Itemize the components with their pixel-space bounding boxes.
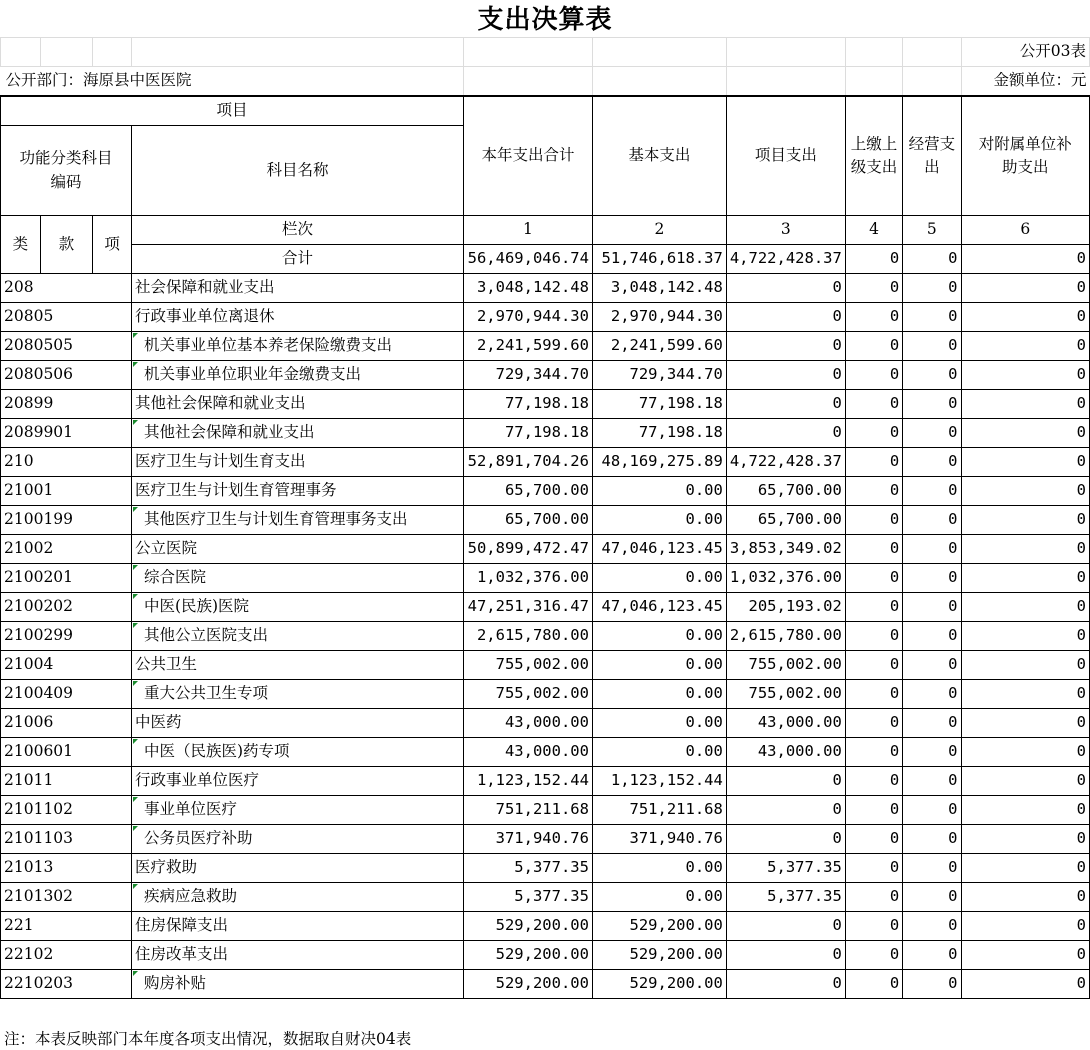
header-upper: 上缴上级支出 — [845, 96, 902, 216]
row-name: 其他公立医院支出 — [131, 622, 463, 651]
table-row — [1, 361, 1090, 390]
row-code: 21006 — [1, 709, 132, 738]
row-basic: 48,169,275.89 — [592, 448, 726, 477]
row-code: 2100199 — [1, 506, 132, 535]
row-subsidy: 0 — [961, 796, 1090, 825]
row-total: 47,251,316.47 — [463, 593, 592, 622]
row-business: 0 — [903, 854, 961, 883]
row-basic: 2,241,599.60 — [592, 332, 726, 361]
header-project-exp: 项目支出 — [726, 96, 845, 216]
row-name: 医疗救助 — [131, 854, 463, 883]
row-upper: 0 — [845, 274, 902, 303]
amount-unit: 金额单位：元 — [961, 67, 1090, 96]
row-upper: 0 — [845, 361, 902, 390]
row-upper: 0 — [845, 564, 902, 593]
row-total: 43,000.00 — [463, 709, 592, 738]
table-row — [1, 825, 1090, 854]
table-row — [1, 883, 1090, 912]
row-code: 2101103 — [1, 825, 132, 854]
table-row — [1, 274, 1090, 303]
row-project: 65,700.00 — [726, 506, 845, 535]
row-upper: 0 — [845, 448, 902, 477]
col-num-4: 4 — [845, 216, 902, 245]
row-subsidy: 0 — [961, 448, 1090, 477]
table-row — [1, 390, 1090, 419]
header-subject-name: 科目名称 — [131, 126, 463, 216]
row-subsidy: 0 — [961, 564, 1090, 593]
table-row — [1, 564, 1090, 593]
row-name: 公务员医疗补助 — [131, 825, 463, 854]
row-code: 20805 — [1, 303, 132, 332]
header-lei: 类 — [1, 216, 41, 274]
total-sum: 56,469,046.74 — [463, 245, 592, 274]
row-basic: 0.00 — [592, 883, 726, 912]
row-business: 0 — [903, 738, 961, 767]
row-project: 0 — [726, 825, 845, 854]
table-row — [1, 651, 1090, 680]
row-subsidy: 0 — [961, 709, 1090, 738]
expenditure-table — [0, 37, 1090, 999]
row-upper: 0 — [845, 419, 902, 448]
row-subsidy: 0 — [961, 854, 1090, 883]
row-name: 其他医疗卫生与计划生育管理事务支出 — [131, 506, 463, 535]
row-project: 5,377.35 — [726, 883, 845, 912]
header-business: 经营支出 — [903, 96, 961, 216]
table-row — [1, 738, 1090, 767]
row-subsidy: 0 — [961, 970, 1090, 999]
total-subsidy: 0 — [961, 245, 1090, 274]
row-business: 0 — [903, 970, 961, 999]
row-basic: 0.00 — [592, 709, 726, 738]
row-subsidy: 0 — [961, 738, 1090, 767]
row-upper: 0 — [845, 680, 902, 709]
row-business: 0 — [903, 941, 961, 970]
row-project: 205,193.02 — [726, 593, 845, 622]
row-business: 0 — [903, 825, 961, 854]
row-project: 4,722,428.37 — [726, 448, 845, 477]
row-code: 21004 — [1, 651, 132, 680]
row-code: 21001 — [1, 477, 132, 506]
row-basic: 751,211.68 — [592, 796, 726, 825]
header-basic: 基本支出 — [592, 96, 726, 216]
row-upper: 0 — [845, 651, 902, 680]
total-label: 合计 — [131, 245, 463, 274]
table-row — [1, 477, 1090, 506]
row-basic: 77,198.18 — [592, 419, 726, 448]
row-basic: 77,198.18 — [592, 390, 726, 419]
row-business: 0 — [903, 796, 961, 825]
row-basic: 371,940.76 — [592, 825, 726, 854]
row-name: 中医（民族医)药专项 — [131, 738, 463, 767]
row-basic: 529,200.00 — [592, 941, 726, 970]
row-project: 0 — [726, 303, 845, 332]
row-project: 2,615,780.00 — [726, 622, 845, 651]
row-subsidy: 0 — [961, 883, 1090, 912]
row-total: 2,241,599.60 — [463, 332, 592, 361]
row-total: 529,200.00 — [463, 941, 592, 970]
row-name: 其他社会保障和就业支出 — [131, 390, 463, 419]
total-basic: 51,746,618.37 — [592, 245, 726, 274]
row-code: 2101302 — [1, 883, 132, 912]
row-name: 住房保障支出 — [131, 912, 463, 941]
row-name: 行政事业单位离退休 — [131, 303, 463, 332]
row-business: 0 — [903, 274, 961, 303]
row-business: 0 — [903, 303, 961, 332]
row-code: 221 — [1, 912, 132, 941]
row-subsidy: 0 — [961, 941, 1090, 970]
row-subsidy: 0 — [961, 419, 1090, 448]
row-name: 中医药 — [131, 709, 463, 738]
table-row — [1, 970, 1090, 999]
row-basic: 529,200.00 — [592, 970, 726, 999]
row-project: 0 — [726, 361, 845, 390]
row-code: 2100202 — [1, 593, 132, 622]
row-business: 0 — [903, 506, 961, 535]
row-name: 购房补贴 — [131, 970, 463, 999]
table-row — [1, 709, 1090, 738]
row-total: 3,048,142.48 — [463, 274, 592, 303]
row-business: 0 — [903, 593, 961, 622]
row-upper: 0 — [845, 738, 902, 767]
row-upper: 0 — [845, 941, 902, 970]
row-business: 0 — [903, 332, 961, 361]
row-basic: 0.00 — [592, 651, 726, 680]
row-basic: 729,344.70 — [592, 361, 726, 390]
col-num-2: 2 — [592, 216, 726, 245]
row-business: 0 — [903, 709, 961, 738]
row-code: 2100601 — [1, 738, 132, 767]
table-row — [1, 332, 1090, 361]
total-business: 0 — [903, 245, 961, 274]
row-basic: 0.00 — [592, 564, 726, 593]
header-project: 项目 — [1, 96, 464, 126]
row-subsidy: 0 — [961, 303, 1090, 332]
row-total: 5,377.35 — [463, 883, 592, 912]
row-project: 43,000.00 — [726, 709, 845, 738]
row-basic: 0.00 — [592, 738, 726, 767]
row-upper: 0 — [845, 796, 902, 825]
table-row — [1, 506, 1090, 535]
row-code: 2101102 — [1, 796, 132, 825]
row-business: 0 — [903, 477, 961, 506]
row-business: 0 — [903, 912, 961, 941]
row-code: 2100409 — [1, 680, 132, 709]
row-project: 5,377.35 — [726, 854, 845, 883]
row-project: 43,000.00 — [726, 738, 845, 767]
column-number-row — [1, 216, 1090, 245]
row-upper: 0 — [845, 709, 902, 738]
row-project: 0 — [726, 419, 845, 448]
row-project: 755,002.00 — [726, 680, 845, 709]
row-upper: 0 — [845, 970, 902, 999]
row-total: 77,198.18 — [463, 419, 592, 448]
col-num-3: 3 — [726, 216, 845, 245]
row-business: 0 — [903, 622, 961, 651]
row-total: 2,970,944.30 — [463, 303, 592, 332]
row-code: 2100201 — [1, 564, 132, 593]
row-upper: 0 — [845, 535, 902, 564]
row-upper: 0 — [845, 825, 902, 854]
row-subsidy: 0 — [961, 361, 1090, 390]
row-upper: 0 — [845, 912, 902, 941]
row-total: 2,615,780.00 — [463, 622, 592, 651]
row-project: 0 — [726, 970, 845, 999]
row-project: 755,002.00 — [726, 651, 845, 680]
row-upper: 0 — [845, 854, 902, 883]
row-upper: 0 — [845, 506, 902, 535]
row-total: 529,200.00 — [463, 970, 592, 999]
row-name: 综合医院 — [131, 564, 463, 593]
total-upper: 0 — [845, 245, 902, 274]
row-basic: 0.00 — [592, 680, 726, 709]
row-subsidy: 0 — [961, 767, 1090, 796]
row-upper: 0 — [845, 332, 902, 361]
row-name: 社会保障和就业支出 — [131, 274, 463, 303]
form-number-row — [1, 38, 1090, 67]
row-code: 21011 — [1, 767, 132, 796]
row-project: 0 — [726, 796, 845, 825]
row-upper: 0 — [845, 593, 902, 622]
header-subsidy: 对附属单位补助支出 — [961, 96, 1090, 216]
row-code: 22102 — [1, 941, 132, 970]
row-subsidy: 0 — [961, 274, 1090, 303]
row-subsidy: 0 — [961, 477, 1090, 506]
row-name: 医疗卫生与计划生育支出 — [131, 448, 463, 477]
header-xiang: 项 — [93, 216, 132, 274]
row-upper: 0 — [845, 390, 902, 419]
row-code: 2089901 — [1, 419, 132, 448]
row-business: 0 — [903, 680, 961, 709]
row-name: 机关事业单位职业年金缴费支出 — [131, 361, 463, 390]
row-basic: 47,046,123.45 — [592, 593, 726, 622]
row-business: 0 — [903, 448, 961, 477]
table-row — [1, 622, 1090, 651]
sheet-title: 支出决算表 — [477, 5, 613, 35]
table-row — [1, 854, 1090, 883]
row-upper: 0 — [845, 767, 902, 796]
row-business: 0 — [903, 651, 961, 680]
department-label: 公开部门：海原县中医医院 — [1, 67, 464, 96]
row-total: 371,940.76 — [463, 825, 592, 854]
row-subsidy: 0 — [961, 680, 1090, 709]
table-row — [1, 593, 1090, 622]
row-basic: 529,200.00 — [592, 912, 726, 941]
row-name: 事业单位医疗 — [131, 796, 463, 825]
row-total: 755,002.00 — [463, 651, 592, 680]
form-number: 公开03表 — [961, 38, 1090, 67]
row-business: 0 — [903, 535, 961, 564]
department-row — [1, 67, 1090, 96]
row-project: 65,700.00 — [726, 477, 845, 506]
row-total: 50,899,472.47 — [463, 535, 592, 564]
row-name: 公共卫生 — [131, 651, 463, 680]
table-row — [1, 448, 1090, 477]
row-code: 210 — [1, 448, 132, 477]
row-name: 住房改革支出 — [131, 941, 463, 970]
row-basic: 0.00 — [592, 477, 726, 506]
row-total: 751,211.68 — [463, 796, 592, 825]
row-code: 2210203 — [1, 970, 132, 999]
row-subsidy: 0 — [961, 622, 1090, 651]
row-name: 行政事业单位医疗 — [131, 767, 463, 796]
row-subsidy: 0 — [961, 593, 1090, 622]
table-row — [1, 303, 1090, 332]
table-row — [1, 796, 1090, 825]
row-name: 中医(民族)医院 — [131, 593, 463, 622]
col-num-1: 1 — [463, 216, 592, 245]
row-basic: 0.00 — [592, 622, 726, 651]
total-row — [1, 245, 1090, 274]
row-upper: 0 — [845, 883, 902, 912]
row-name: 疾病应急救助 — [131, 883, 463, 912]
table-row — [1, 767, 1090, 796]
row-basic: 3,048,142.48 — [592, 274, 726, 303]
row-project: 1,032,376.00 — [726, 564, 845, 593]
row-code: 2080505 — [1, 332, 132, 361]
table-row — [1, 535, 1090, 564]
row-code: 2100299 — [1, 622, 132, 651]
row-project: 0 — [726, 941, 845, 970]
row-basic: 0.00 — [592, 854, 726, 883]
row-subsidy: 0 — [961, 825, 1090, 854]
row-total: 65,700.00 — [463, 506, 592, 535]
row-basic: 1,123,152.44 — [592, 767, 726, 796]
row-subsidy: 0 — [961, 332, 1090, 361]
row-project: 0 — [726, 767, 845, 796]
row-subsidy: 0 — [961, 390, 1090, 419]
row-project: 0 — [726, 332, 845, 361]
row-code: 20899 — [1, 390, 132, 419]
row-subsidy: 0 — [961, 535, 1090, 564]
row-subsidy: 0 — [961, 506, 1090, 535]
row-name: 医疗卫生与计划生育管理事务 — [131, 477, 463, 506]
row-upper: 0 — [845, 303, 902, 332]
row-upper: 0 — [845, 477, 902, 506]
row-code: 21013 — [1, 854, 132, 883]
row-code: 208 — [1, 274, 132, 303]
row-business: 0 — [903, 564, 961, 593]
row-subsidy: 0 — [961, 651, 1090, 680]
row-project: 0 — [726, 274, 845, 303]
row-project: 0 — [726, 390, 845, 419]
row-business: 0 — [903, 883, 961, 912]
table-row — [1, 912, 1090, 941]
row-project: 3,853,349.02 — [726, 535, 845, 564]
row-total: 729,344.70 — [463, 361, 592, 390]
header-func-code: 功能分类科目编码 — [1, 126, 132, 216]
row-project: 0 — [726, 912, 845, 941]
table-row — [1, 419, 1090, 448]
row-total: 529,200.00 — [463, 912, 592, 941]
row-total: 1,123,152.44 — [463, 767, 592, 796]
row-code: 21002 — [1, 535, 132, 564]
row-basic: 0.00 — [592, 506, 726, 535]
total-project: 4,722,428.37 — [726, 245, 845, 274]
row-total: 755,002.00 — [463, 680, 592, 709]
row-business: 0 — [903, 390, 961, 419]
row-name: 重大公共卫生专项 — [131, 680, 463, 709]
row-business: 0 — [903, 419, 961, 448]
row-total: 43,000.00 — [463, 738, 592, 767]
row-business: 0 — [903, 767, 961, 796]
row-total: 77,198.18 — [463, 390, 592, 419]
row-code: 2080506 — [1, 361, 132, 390]
footnote: 注：本表反映部门本年度各项支出情况，数据取自财决04表 — [4, 1030, 412, 1048]
row-total: 52,891,704.26 — [463, 448, 592, 477]
row-subsidy: 0 — [961, 912, 1090, 941]
header-kuan: 款 — [40, 216, 93, 274]
col-num-5: 5 — [903, 216, 961, 245]
col-num-6: 6 — [961, 216, 1090, 245]
header-row-1 — [1, 96, 1090, 126]
row-name: 其他社会保障和就业支出 — [131, 419, 463, 448]
row-business: 0 — [903, 361, 961, 390]
row-name: 公立医院 — [131, 535, 463, 564]
header-lanci: 栏次 — [131, 216, 463, 245]
header-total: 本年支出合计 — [463, 96, 592, 216]
row-upper: 0 — [845, 622, 902, 651]
row-total: 65,700.00 — [463, 477, 592, 506]
row-name: 机关事业单位基本养老保险缴费支出 — [131, 332, 463, 361]
row-basic: 2,970,944.30 — [592, 303, 726, 332]
table-row — [1, 680, 1090, 709]
table-row — [1, 941, 1090, 970]
row-basic: 47,046,123.45 — [592, 535, 726, 564]
row-total: 1,032,376.00 — [463, 564, 592, 593]
row-total: 5,377.35 — [463, 854, 592, 883]
